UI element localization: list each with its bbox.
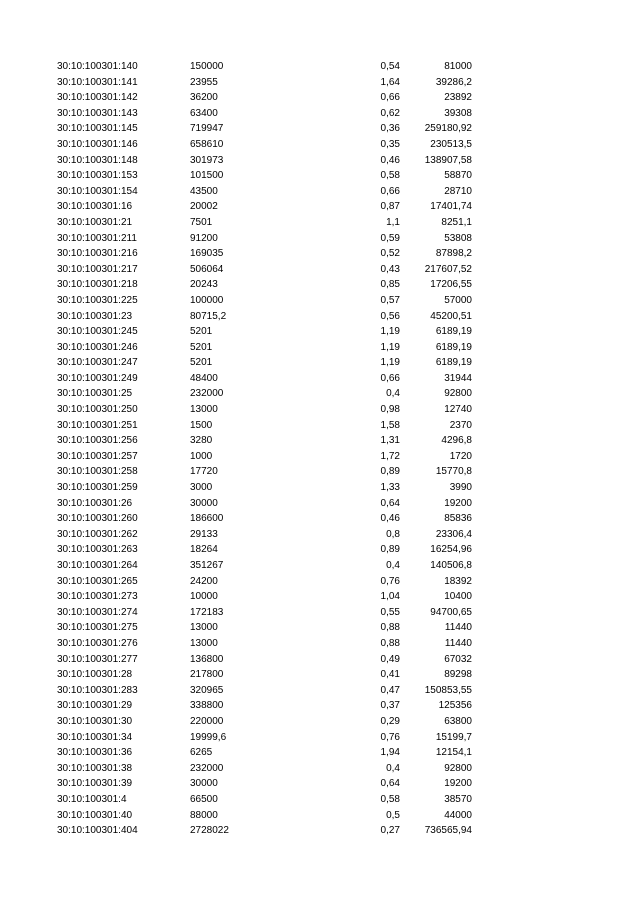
table-row: [0, 667, 640, 683]
value-cell: 217800: [190, 669, 224, 681]
value-cell: 13000: [190, 404, 218, 416]
table-row: [0, 340, 640, 356]
result-cell: 150853,55: [424, 684, 472, 696]
cadastral-number-cell: 30:10:100301:225: [57, 294, 138, 306]
result-cell: 38570: [444, 793, 472, 805]
coefficient-cell: 0,98: [380, 404, 400, 416]
result-cell: 17401,74: [430, 201, 472, 213]
value-cell: 351267: [190, 560, 224, 571]
coefficient-cell: 0,76: [380, 575, 400, 587]
cadastral-number-cell: 30:10:100301:145: [57, 123, 138, 135]
table-row: [0, 402, 640, 418]
value-cell: 220000: [190, 715, 224, 727]
value-cell: 30000: [190, 497, 218, 509]
cadastral-number-cell: 30:10:100301:277: [57, 653, 138, 665]
coefficient-cell: 0,36: [380, 123, 400, 135]
coefficient-cell: 0,29: [380, 715, 400, 727]
cadastral-number-cell: 30:10:100301:142: [57, 92, 138, 104]
result-cell: 87898,2: [435, 248, 472, 260]
coefficient-cell: 0,88: [380, 622, 400, 634]
coefficient-cell: 0,8: [386, 528, 400, 540]
value-cell: 29133: [190, 528, 218, 540]
result-cell: 10400: [444, 591, 472, 603]
table-row: [0, 589, 640, 605]
cadastral-number-cell: 30:10:100301:217: [57, 263, 138, 275]
coefficient-cell: 0,76: [380, 731, 400, 743]
table-row: [0, 698, 640, 714]
cadastral-number-cell: 30:10:100301:154: [57, 185, 138, 197]
result-cell: 8251,1: [441, 216, 472, 228]
table-row: [0, 355, 640, 371]
table-row: [0, 808, 640, 824]
coefficient-cell: 0,4: [386, 762, 400, 774]
cadastral-number-cell: 30:10:100301:260: [57, 513, 138, 525]
table-row: [0, 745, 640, 761]
table-row: [0, 418, 640, 434]
table-row: [0, 433, 640, 449]
cadastral-number-cell: 30:10:100301:211: [57, 232, 137, 244]
data-table: [0, 59, 640, 839]
cadastral-number-cell: 30:10:100301:141: [57, 76, 138, 88]
coefficient-cell: 0,41: [380, 669, 400, 681]
cadastral-number-cell: 30:10:100301:30: [57, 715, 133, 727]
table-row: [0, 293, 640, 309]
table-row: [0, 262, 640, 278]
cadastral-number-cell: 30:10:100301:16: [57, 201, 133, 213]
cadastral-number-cell: 30:10:100301:256: [57, 435, 138, 447]
cadastral-number-cell: 30:10:100301:251: [57, 419, 138, 431]
table-row: [0, 683, 640, 699]
coefficient-cell: 0,89: [380, 466, 400, 478]
value-cell: 36200: [190, 92, 218, 104]
table-row: [0, 184, 640, 200]
cadastral-number-cell: 30:10:100301:4: [57, 793, 127, 805]
result-cell: 11440: [444, 622, 472, 634]
coefficient-cell: 0,64: [380, 778, 400, 790]
coefficient-cell: 0,4: [386, 388, 400, 400]
result-cell: 2370: [449, 419, 472, 431]
result-cell: 1720: [449, 450, 472, 462]
table-row: [0, 776, 640, 792]
coefficient-cell: 0,35: [380, 138, 400, 150]
coefficient-cell: 0,58: [380, 170, 400, 182]
coefficient-cell: 0,4: [386, 560, 400, 571]
result-cell: 12740: [444, 404, 472, 416]
table-row: [0, 386, 640, 402]
value-cell: 20243: [190, 279, 218, 291]
cadastral-number-cell: 30:10:100301:263: [57, 544, 138, 556]
value-cell: 100000: [190, 294, 224, 306]
coefficient-cell: 1,19: [380, 341, 400, 353]
cadastral-number-cell: 30:10:100301:275: [57, 622, 138, 634]
result-cell: 4296,8: [441, 435, 472, 447]
cadastral-number-cell: 30:10:100301:274: [57, 606, 138, 618]
coefficient-cell: 1,33: [380, 482, 400, 494]
value-cell: 186600: [190, 513, 224, 525]
table-row: [0, 199, 640, 215]
cadastral-number-cell: 30:10:100301:143: [57, 107, 138, 119]
cadastral-number-cell: 30:10:100301:39: [57, 778, 133, 790]
value-cell: 136800: [190, 653, 224, 665]
cadastral-number-cell: 30:10:100301:25: [57, 388, 133, 400]
cadastral-number-cell: 30:10:100301:273: [57, 591, 138, 603]
table-row: [0, 620, 640, 636]
value-cell: 2728022: [190, 825, 229, 837]
value-cell: 658610: [190, 138, 224, 150]
result-cell: 15199,7: [435, 731, 472, 743]
coefficient-cell: 0,55: [380, 606, 400, 618]
table-row: [0, 542, 640, 558]
coefficient-cell: 0,27: [380, 825, 400, 837]
value-cell: 7501: [190, 216, 213, 228]
cadastral-number-cell: 30:10:100301:34: [57, 731, 133, 743]
result-cell: 53808: [444, 232, 472, 244]
cadastral-number-cell: 30:10:100301:216: [57, 248, 138, 260]
coefficient-cell: 0,54: [380, 61, 400, 72]
cadastral-number-cell: 30:10:100301:146: [57, 138, 138, 150]
result-cell: 19200: [444, 778, 472, 790]
table-row: [0, 558, 640, 574]
table-row: [0, 496, 640, 512]
result-cell: 3990: [449, 482, 472, 494]
cadastral-number-cell: 30:10:100301:148: [57, 154, 138, 166]
result-cell: 92800: [444, 388, 472, 400]
result-cell: 28710: [444, 185, 472, 197]
table-row: [0, 121, 640, 137]
result-cell: 23892: [444, 92, 472, 104]
value-cell: 24200: [190, 575, 218, 587]
coefficient-cell: 0,58: [380, 793, 400, 805]
coefficient-cell: 1,04: [380, 591, 400, 603]
result-cell: 63800: [444, 715, 472, 727]
cadastral-number-cell: 30:10:100301:28: [57, 669, 133, 681]
table-row: [0, 730, 640, 746]
table-row: [0, 823, 640, 839]
value-cell: 301973: [190, 154, 224, 166]
coefficient-cell: 1,19: [380, 357, 400, 369]
coefficient-cell: 0,62: [380, 107, 400, 119]
cadastral-number-cell: 30:10:100301:153: [57, 170, 138, 182]
result-cell: 19200: [444, 497, 472, 509]
coefficient-cell: 1,1: [386, 216, 400, 228]
coefficient-cell: 0,52: [380, 248, 400, 260]
coefficient-cell: 0,56: [380, 310, 400, 322]
cadastral-number-cell: 30:10:100301:249: [57, 372, 138, 384]
result-cell: 15770,8: [435, 466, 472, 478]
value-cell: 506064: [190, 263, 224, 275]
table-row: [0, 761, 640, 777]
cadastral-number-cell: 30:10:100301:258: [57, 466, 138, 478]
result-cell: 736565,94: [424, 825, 472, 837]
table-row: [0, 605, 640, 621]
cadastral-number-cell: 30:10:100301:283: [57, 684, 138, 696]
cadastral-number-cell: 30:10:100301:38: [57, 762, 133, 774]
coefficient-cell: 1,19: [380, 326, 400, 338]
table-row: [0, 231, 640, 247]
table-row: [0, 714, 640, 730]
table-row: [0, 90, 640, 106]
table-row: [0, 574, 640, 590]
result-cell: 6189,19: [435, 357, 472, 369]
table-row: [0, 137, 640, 153]
table-row: [0, 75, 640, 91]
value-cell: 91200: [190, 232, 218, 244]
coefficient-cell: 1,72: [380, 450, 400, 462]
value-cell: 232000: [190, 388, 224, 400]
coefficient-cell: 0,59: [380, 232, 400, 244]
table-row: [0, 371, 640, 387]
value-cell: 13000: [190, 637, 218, 649]
value-cell: 719947: [190, 123, 224, 135]
coefficient-cell: 0,85: [380, 279, 400, 291]
table-row: [0, 59, 640, 75]
result-cell: 94700,65: [430, 606, 472, 618]
table-row: [0, 464, 640, 480]
table-row: [0, 246, 640, 262]
value-cell: 66500: [190, 793, 218, 805]
cadastral-number-cell: 30:10:100301:404: [57, 825, 138, 837]
value-cell: 13000: [190, 622, 218, 634]
value-cell: 43500: [190, 185, 218, 197]
coefficient-cell: 0,87: [380, 201, 400, 213]
cadastral-number-cell: 30:10:100301:262: [57, 528, 138, 540]
coefficient-cell: 0,46: [380, 513, 400, 525]
table-row: [0, 511, 640, 527]
result-cell: 17206,55: [430, 279, 472, 291]
coefficient-cell: 1,31: [380, 435, 400, 447]
coefficient-cell: 0,57: [380, 294, 400, 306]
value-cell: 169035: [190, 248, 224, 260]
result-cell: 6189,19: [435, 341, 472, 353]
result-cell: 11440: [444, 637, 472, 649]
coefficient-cell: 1,94: [380, 747, 400, 759]
cadastral-number-cell: 30:10:100301:245: [57, 326, 138, 338]
result-cell: 85836: [444, 513, 472, 525]
result-cell: 259180,92: [424, 123, 472, 135]
result-cell: 57000: [444, 294, 472, 306]
result-cell: 39308: [444, 107, 472, 119]
cadastral-number-cell: 30:10:100301:276: [57, 637, 138, 649]
value-cell: 172183: [190, 606, 224, 618]
value-cell: 10000: [190, 591, 218, 603]
cadastral-number-cell: 30:10:100301:259: [57, 482, 138, 494]
value-cell: 19999,6: [190, 731, 227, 743]
cadastral-number-cell: 30:10:100301:264: [57, 560, 138, 571]
table-row: [0, 153, 640, 169]
coefficient-cell: 0,64: [380, 497, 400, 509]
value-cell: 3000: [190, 482, 213, 494]
result-cell: 217607,52: [424, 263, 472, 275]
cadastral-number-cell: 30:10:100301:26: [57, 497, 133, 509]
result-cell: 45200,51: [430, 310, 472, 322]
coefficient-cell: 0,5: [386, 809, 400, 821]
value-cell: 48400: [190, 372, 218, 384]
cadastral-number-cell: 30:10:100301:23: [57, 310, 133, 322]
coefficient-cell: 0,46: [380, 154, 400, 166]
result-cell: 89298: [444, 669, 472, 681]
value-cell: 232000: [190, 762, 224, 774]
result-cell: 12154,1: [435, 747, 472, 759]
result-cell: 16254,96: [430, 544, 472, 556]
value-cell: 101500: [190, 170, 224, 182]
table-row: [0, 168, 640, 184]
result-cell: 230513,5: [430, 138, 472, 150]
value-cell: 23955: [190, 76, 218, 88]
coefficient-cell: 0,37: [380, 700, 400, 712]
result-cell: 18392: [444, 575, 472, 587]
cadastral-number-cell: 30:10:100301:250: [57, 404, 138, 416]
value-cell: 18264: [190, 544, 218, 556]
result-cell: 6189,19: [435, 326, 472, 338]
table-row: [0, 449, 640, 465]
value-cell: 5201: [190, 326, 213, 338]
cadastral-number-cell: 30:10:100301:246: [57, 341, 138, 353]
cadastral-number-cell: 30:10:100301:21: [57, 216, 133, 228]
table-row: [0, 215, 640, 231]
coefficient-cell: 1,58: [380, 419, 400, 431]
value-cell: 63400: [190, 107, 218, 119]
cadastral-number-cell: 30:10:100301:247: [57, 357, 138, 369]
coefficient-cell: 0,66: [380, 92, 400, 104]
coefficient-cell: 0,66: [380, 372, 400, 384]
cadastral-number-cell: 30:10:100301:36: [57, 747, 133, 759]
value-cell: 17720: [190, 466, 218, 478]
table-row: [0, 636, 640, 652]
value-cell: 5201: [190, 357, 213, 369]
coefficient-cell: 1,64: [380, 76, 400, 88]
cadastral-number-cell: 30:10:100301:29: [57, 700, 133, 712]
cadastral-number-cell: 30:10:100301:257: [57, 450, 138, 462]
value-cell: 150000: [190, 61, 224, 72]
value-cell: 338800: [190, 700, 224, 712]
value-cell: 3280: [190, 435, 213, 447]
table-row: [0, 277, 640, 293]
result-cell: 58870: [444, 170, 472, 182]
table-row: [0, 106, 640, 122]
coefficient-cell: 0,43: [380, 263, 400, 275]
value-cell: 88000: [190, 809, 218, 821]
result-cell: 92800: [444, 762, 472, 774]
coefficient-cell: 0,66: [380, 185, 400, 197]
table-row: [0, 309, 640, 325]
coefficient-cell: 0,49: [380, 653, 400, 665]
result-cell: 44000: [444, 809, 472, 821]
result-cell: 67032: [444, 653, 472, 665]
result-cell: 81000: [444, 61, 472, 72]
cadastral-number-cell: 30:10:100301:140: [57, 61, 138, 72]
coefficient-cell: 0,47: [380, 684, 400, 696]
result-cell: 39286,2: [435, 76, 472, 88]
value-cell: 20002: [190, 201, 218, 213]
value-cell: 5201: [190, 341, 213, 353]
result-cell: 125356: [438, 700, 472, 712]
table-row: [0, 652, 640, 668]
value-cell: 6265: [190, 747, 213, 759]
value-cell: 1500: [190, 419, 213, 431]
value-cell: 30000: [190, 778, 218, 790]
coefficient-cell: 0,89: [380, 544, 400, 556]
result-cell: 140506,8: [430, 560, 472, 571]
value-cell: 320965: [190, 684, 224, 696]
table-row: [0, 324, 640, 340]
coefficient-cell: 0,88: [380, 637, 400, 649]
result-cell: 31944: [444, 372, 472, 384]
table-row: [0, 792, 640, 808]
cadastral-number-cell: 30:10:100301:40: [57, 809, 133, 821]
value-cell: 80715,2: [190, 310, 227, 322]
cadastral-number-cell: 30:10:100301:218: [57, 279, 138, 291]
result-cell: 23306,4: [435, 528, 472, 540]
result-cell: 138907,58: [424, 154, 472, 166]
table-row: [0, 527, 640, 543]
value-cell: 1000: [190, 450, 213, 462]
cadastral-number-cell: 30:10:100301:265: [57, 575, 138, 587]
table-row: [0, 480, 640, 496]
